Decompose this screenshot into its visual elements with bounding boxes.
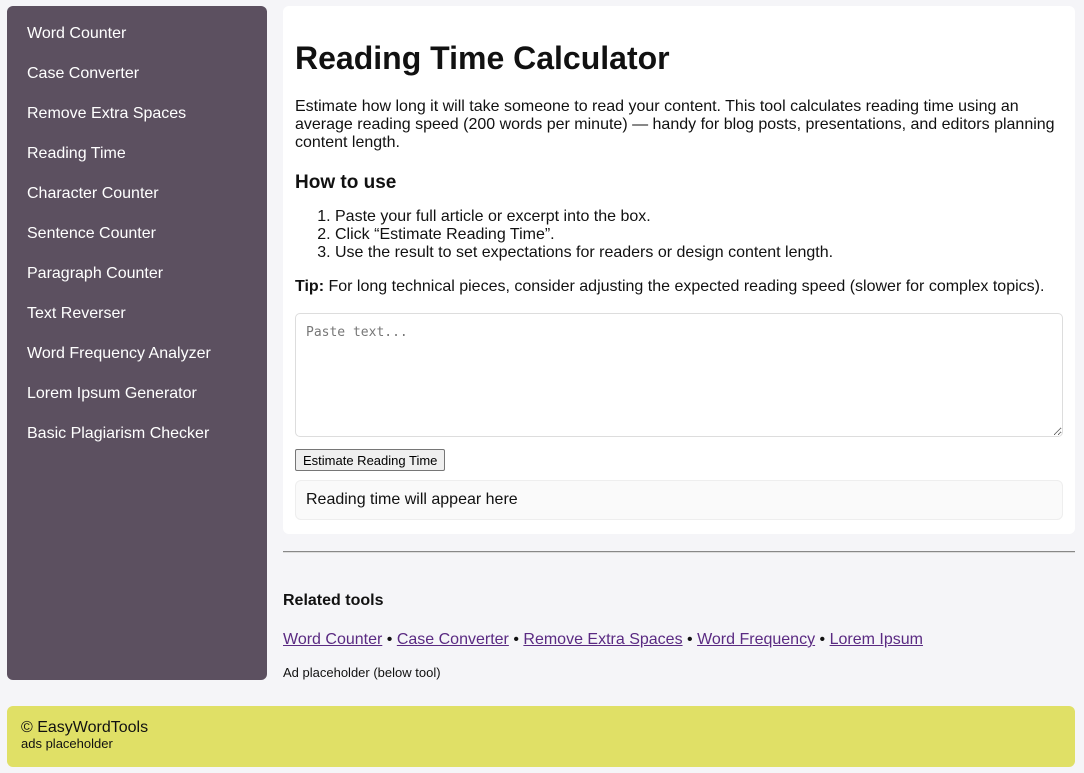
sidebar bbox=[7, 6, 267, 680]
related-link-word-counter[interactable]: Word Counter bbox=[283, 631, 383, 648]
link-separator: • bbox=[386, 631, 393, 648]
link-separator: • bbox=[819, 631, 826, 648]
step-item: 1. Paste your full article or excerpt into the box. bbox=[335, 208, 1063, 226]
steps-list bbox=[295, 208, 1063, 262]
page-title: Reading Time Calculator bbox=[295, 40, 670, 76]
ad-placeholder: Ad placeholder (below tool) bbox=[283, 665, 441, 680]
sidebar-item-basic-plagiarism-checker[interactable]: Basic Plagiarism Checker bbox=[27, 425, 210, 442]
sidebar-item-lorem-ipsum-generator[interactable]: Lorem Ipsum Generator bbox=[27, 385, 197, 402]
tip-text bbox=[295, 278, 1063, 296]
sidebar-item-case-converter[interactable]: Case Converter bbox=[27, 65, 140, 82]
step-item: 2. Click “Estimate Reading Time”. bbox=[335, 226, 1063, 244]
how-to-use-heading: How to use bbox=[295, 172, 397, 193]
sidebar-item-character-counter[interactable]: Character Counter bbox=[27, 185, 159, 202]
link-separator: • bbox=[687, 631, 693, 648]
intro-text: Estimate how long it will take someone to read your content. This tool calculates reading time using an average reading speed (200 words per minute) — handy for blog posts, presentations, and editors planning content length. bbox=[295, 98, 1055, 151]
step-item: 3. Use the result to set expectations for readers or design content length. bbox=[335, 244, 1063, 262]
footer-copyright: © EasyWordTools bbox=[21, 719, 149, 736]
tip-label: Tip: bbox=[295, 278, 325, 295]
related-tools-links bbox=[283, 631, 923, 649]
text-input[interactable] bbox=[295, 313, 1063, 437]
sidebar-item-word-frequency-analyzer[interactable]: Word Frequency Analyzer bbox=[27, 345, 211, 362]
related-link-word-frequency[interactable]: Word Frequency bbox=[697, 631, 816, 648]
sidebar-item-word-counter[interactable]: Word Counter bbox=[27, 25, 127, 42]
sidebar-item-paragraph-counter[interactable]: Paragraph Counter bbox=[27, 265, 164, 282]
sidebar-item-text-reverser[interactable]: Text Reverser bbox=[27, 305, 126, 322]
footer-ads-placeholder: ads placeholder bbox=[21, 736, 113, 751]
related-link-remove-extra-spaces[interactable]: Remove Extra Spaces bbox=[523, 631, 683, 648]
tip-body: For long technical pieces, consider adjusting the expected reading speed (slower for complex topics). bbox=[328, 278, 1045, 295]
related-link-case-converter[interactable]: Case Converter bbox=[396, 631, 509, 648]
sidebar-item-reading-time[interactable]: Reading Time bbox=[27, 145, 126, 162]
related-tools-heading: Related tools bbox=[283, 592, 384, 609]
result-box: Reading time will appear here bbox=[295, 480, 1063, 520]
footer bbox=[7, 706, 1075, 767]
estimate-reading-time-button[interactable]: Estimate Reading Time bbox=[295, 449, 445, 471]
related-link-lorem-ipsum[interactable]: Lorem Ipsum bbox=[829, 631, 923, 648]
sidebar-item-remove-extra-spaces[interactable]: Remove Extra Spaces bbox=[27, 105, 187, 122]
link-separator: • bbox=[513, 631, 519, 648]
tool-card bbox=[283, 6, 1075, 534]
sidebar-item-sentence-counter[interactable]: Sentence Counter bbox=[27, 225, 156, 242]
divider bbox=[283, 551, 1075, 553]
